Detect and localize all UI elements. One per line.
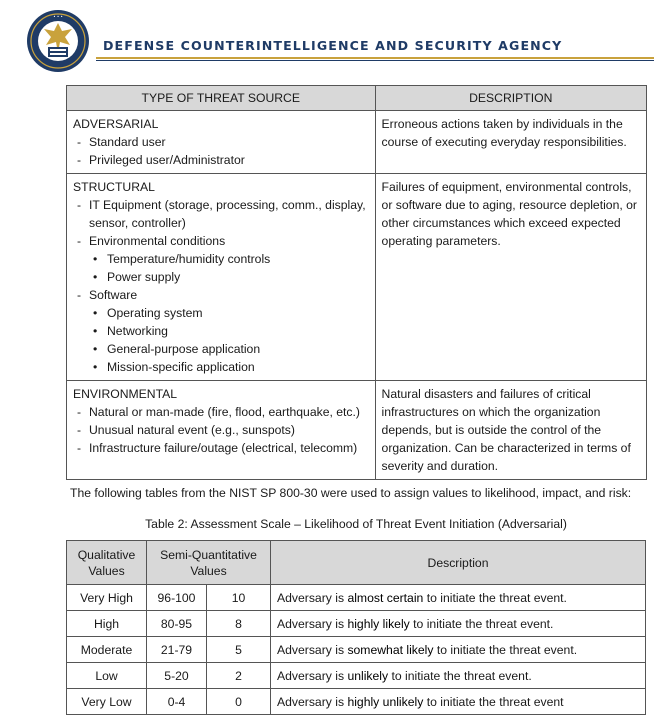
table-row — [67, 689, 646, 715]
list-item: - Privileged user/Administrator — [73, 151, 369, 169]
sub-list-item: • Operating system — [73, 304, 369, 322]
description-cell: Erroneous actions taken by individuals in the course of executing everyday responsibilities. — [375, 111, 646, 174]
qualitative-cell: Very Low — [67, 689, 147, 715]
sub-list-item: • Mission-specific application — [73, 358, 369, 376]
likelihood-keyword: highly likely — [347, 616, 410, 631]
list-item: - Natural or man-made (fire, flood, earthquake, etc.) — [73, 403, 369, 421]
header-blue-rule — [96, 60, 654, 61]
description-suffix: to initiate the threat event — [423, 694, 564, 709]
column-header-type: TYPE OF THREAT SOURCE — [67, 86, 376, 111]
type-cell — [67, 381, 376, 480]
description-prefix: Adversary is — [277, 616, 348, 631]
qualitative-cell: Low — [67, 663, 147, 689]
list-item: - Unusual natural event (e.g., sunspots) — [73, 421, 369, 439]
score-cell: 5 — [207, 637, 271, 663]
score-cell: 0 — [207, 689, 271, 715]
description-prefix: Adversary is — [277, 694, 348, 709]
description-cell — [271, 585, 646, 611]
column-header-qualitative: Qualitative Values — [67, 541, 147, 585]
threat-source-table — [66, 85, 647, 480]
list-item: - Environmental conditions — [73, 232, 369, 250]
type-cell — [67, 174, 376, 381]
table-row-environmental — [67, 381, 647, 480]
range-cell: 80-95 — [147, 611, 207, 637]
likelihood-keyword: almost certain — [347, 590, 424, 605]
agency-name: DEFENSE COUNTERINTELLIGENCE AND SECURITY AGENCY — [103, 38, 563, 53]
description-cell — [271, 689, 646, 715]
table-row — [67, 637, 646, 663]
range-cell: 5-20 — [147, 663, 207, 689]
description-suffix: to initiate the threat event. — [409, 616, 554, 631]
column-header-description: Description — [271, 541, 646, 585]
column-header-semi-quantitative: Semi-Quantitative Values — [147, 541, 271, 585]
table-row — [67, 663, 646, 689]
score-cell: 8 — [207, 611, 271, 637]
score-cell: 10 — [207, 585, 271, 611]
category-label: ADVERSARIAL — [73, 117, 159, 131]
description-suffix: to initiate the threat event. — [433, 642, 578, 657]
agency-seal-logo — [26, 9, 90, 73]
table-row — [67, 585, 646, 611]
description-prefix: Adversary is — [277, 642, 348, 657]
category-label: ENVIRONMENTAL — [73, 387, 178, 401]
intro-paragraph: The following tables from the NIST SP 800-30 were used to assign values to likelihood, impact, and risk: — [70, 486, 632, 500]
score-cell: 2 — [207, 663, 271, 689]
table-row — [67, 611, 646, 637]
description-prefix: Adversary is — [277, 668, 348, 683]
qualitative-cell: Very High — [67, 585, 147, 611]
list-item: - Standard user — [73, 133, 369, 151]
list-item: - Software — [73, 286, 369, 304]
qualitative-cell: High — [67, 611, 147, 637]
sub-list-item: • General-purpose application — [73, 340, 369, 358]
list-item: - IT Equipment (storage, processing, comm., display, sensor, controller) — [73, 196, 369, 232]
sub-list-item: • Power supply — [73, 268, 369, 286]
description-cell — [271, 637, 646, 663]
table-row-structural — [67, 174, 647, 381]
list-item: - Infrastructure failure/outage (electrical, telecomm) — [73, 439, 369, 457]
table-row-adversarial — [67, 111, 647, 174]
likelihood-keyword: unlikely — [347, 668, 389, 683]
description-cell — [271, 663, 646, 689]
qualitative-cell: Moderate — [67, 637, 147, 663]
header-gold-rule — [96, 57, 654, 59]
description-cell: Natural disasters and failures of critical infrastructures on which the organization depends, but is outside the control of the organization. Can be characterized in terms of severity and duration. — [375, 381, 646, 480]
likelihood-keyword: highly unlikely — [347, 694, 424, 709]
range-cell: 21-79 — [147, 637, 207, 663]
likelihood-keyword: somewhat likely — [347, 642, 434, 657]
range-cell: 0-4 — [147, 689, 207, 715]
description-suffix: to initiate the threat event. — [423, 590, 567, 605]
svg-text:• • •: • • • — [53, 14, 63, 19]
table-caption: Table 2: Assessment Scale – Likelihood of Threat Event Initiation (Adversarial) — [145, 517, 567, 531]
sub-list-item: • Networking — [73, 322, 369, 340]
description-suffix: to initiate the threat event. — [388, 668, 532, 683]
table-header-row — [67, 86, 647, 111]
type-cell — [67, 111, 376, 174]
column-header-description: DESCRIPTION — [375, 86, 646, 111]
sub-list-item: • Temperature/humidity controls — [73, 250, 369, 268]
description-cell — [271, 611, 646, 637]
table-header-row — [67, 541, 646, 585]
description-cell: Failures of equipment, environmental controls, or software due to aging, resource depletion, or other circumstances which exceed expected operating parameters. — [375, 174, 646, 381]
category-label: STRUCTURAL — [73, 180, 155, 194]
description-prefix: Adversary is — [277, 590, 348, 605]
page-header — [0, 0, 654, 78]
range-cell: 96-100 — [147, 585, 207, 611]
likelihood-scale-table — [66, 540, 646, 715]
